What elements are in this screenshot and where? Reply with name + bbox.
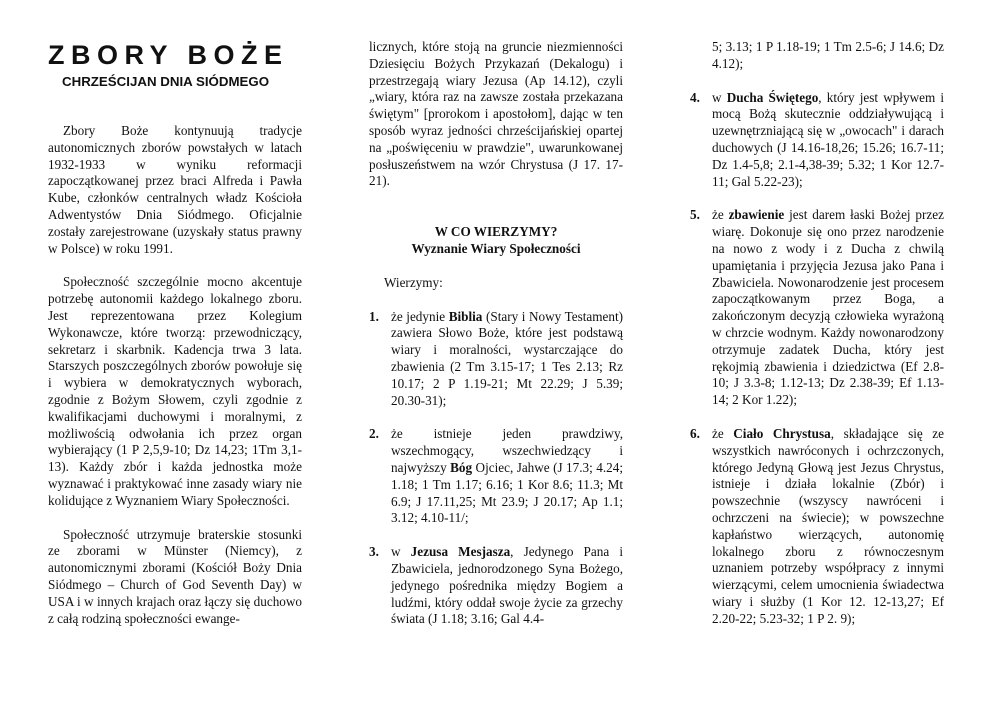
column-2 [369, 39, 623, 628]
belief-item-3 [369, 544, 623, 628]
item-number: 1. [369, 308, 379, 324]
item-keyword: Biblia [448, 308, 483, 324]
belief-item-1 [369, 309, 623, 410]
autonomy-paragraph: Społeczność szczególnie mocno akcentuje potrzebę autonomii każdego lokalnego zboru. Jest reprezentowana przez Kolegium Wykonawcze, które tworzą: przewodniczący, sekretarz i skarbnik. Kadencja trwa 3 lata. Starszych poszczególnych zborów powołuje się i wybiera w demokratycznych wyborach, zgodnie z Bożym Słowem, czyli zgodnie z kwalifikacjami duchowymi i moralnymi, z możliwością odwołania ich przez organ wybierający (1 P 2,5,9-10; Dz 14,23; 1Tm 3,1-13). Każdy zbór i każda jednostka może wyznawać i praktykować inne zasady wiary nie kolidujące z Wyznaniem Wiary Społeczności. [48, 274, 302, 508]
item-keyword: zbawienie [728, 207, 785, 223]
confession-heading [369, 224, 623, 258]
item-keyword: Jezusa Mesjasza [410, 544, 511, 560]
column-1 [48, 123, 302, 627]
item-number: 5. [690, 207, 700, 223]
item-keyword: Bóg [450, 459, 473, 475]
item-keyword: Ciało Chrystusa [733, 425, 831, 441]
belief-item-4 [690, 90, 944, 191]
section-subheading: Wyznanie Wiary Społeczności [411, 240, 581, 256]
column-3 [690, 39, 944, 628]
item-number: 3. [369, 544, 379, 560]
item-text: w Ducha Świętego, który jest wpływem i mocą Bożą skutecznie oddziaływującą i uzewnętrzniającą się w „owocach" i darach duchowych (J 14.16-18,26; 15.26; 16.7-11; Dz 1.4-5,8; 2.1-4,38-39; 5.32; 1 Kor 12.7-11; Gal 5.22-23); [712, 89, 945, 189]
document-subtitle: CHRZEŚCIJAN DNIA SIÓDMEGO [62, 74, 270, 89]
belief-item-5 [690, 207, 944, 409]
item-text: że istnieje jeden prawdziwy, wszechmogący, wszechwiedzący i najwyższy Bóg Ojciec, Jahwe (J 17.3; 4.24; 1.18; 1 Tm 1.17; 6.16; 1 Kor 8.6; 11.3; Mt 6.9; J 17.11,25; Mt 23.9; J 20.17; Ap 1.1; 3.12; 4.10-11/; [391, 426, 623, 526]
item-number: 6. [690, 425, 700, 441]
item-number: 2. [369, 426, 379, 442]
item-text: że Ciało Chrystusa, składające się ze wszystkich nawróconych i ochrzczonych, którego Jedyną Głową jest Jezus Chrystus, istnieje i działa lokalnie (Zbór) i powszechnie (wszyscy nawróceni i ochrzczeni na świecie); w powszechne kapłaństwo wierzących, autonomię lokalnego zboru z równoczesnym uznaniem potrzeby współpracy z innymi wierzącymi, celem umocnienia świadectwa wiary i służby (1 Kor 12. 12-13,27; Ef 2.20-22; 5.23-32; 1 P 2. 9); [712, 425, 944, 626]
continuation-paragraph: licznych, które stoją na gruncie niezmienności Dziesięciu Bożych Przykazań (Dekalogu) i przestrzegają wiary Jezusa (Ap 14.12), czyli „wiary, która raz na zawsze została przekazana świętym" [prorokom i apostołom], dając w ten sposób wyraz jedności chrześcijańskiej opartej na „poświęceniu w prawdzie", uwarunkowanej posłuszeństwem na wzór Chrystusa (J 17. 17-21). [369, 39, 623, 189]
belief-item-2 [369, 426, 623, 527]
item-text: że jedynie Biblia (Stary i Nowy Testament) zawiera Słowo Boże, które jest podstawą wiary i moralności, wystarczające do zbawienia (2 Tm 3.15-17; 1 Tes 2.13; Rz 10.17; 2 P 1.19-21; Mt 22.29; J 5.39; 20.30-31); [391, 308, 623, 408]
continuation-paragraph: 5; 3.13; 1 P 1.18-19; 1 Tm 2.5-6; J 14.6; Dz 4.12); [712, 39, 944, 71]
item-number: 4. [690, 89, 700, 105]
belief-item-6 [690, 426, 944, 628]
item-keyword: Ducha Świętego [726, 89, 819, 105]
belief-intro: Wierzymy: [384, 274, 443, 290]
section-heading: W CO WIERZYMY? [434, 224, 558, 240]
document-title: ZBORY BOŻE [48, 40, 289, 70]
intro-paragraph: Zbory Boże kontynuują tradycje autonomicznych zborów powstałych w latach 1932-1933 w wyniku reformacji zapoczątkowanej przez braci Alfreda i Pawła Kube, członków centralnych władz Kościoła Adwentystów Dnia Siódmego. Oficjalnie zostały zarejestrowane (uzyskały status prawny w Polsce) w roku 1991. [48, 123, 302, 256]
relations-paragraph: Społeczność utrzymuje braterskie stosunki ze zborami w Münster (Niemcy), z autonomicznymi zborami (Kościół Boży Dnia Siódmego – Church of God Seventh Day) w USA i w innych krajach oraz łączy się duchowo z całą rodziną społeczności ewange- [48, 526, 302, 626]
item-text: że zbawienie jest darem łaski Bożej przez wiarę. Dokonuje się ono przez narodzenie na nowo z wody i z Ducha z chwilą upamiętania i przyjęcia Jezusa jako Pana i Zbawiciela. Nowonarodzenie jest procesem zapoczątkowanym przez Boga, a zakończonym decyzją człowieka wyrażoną w chrzcie wodnym. Każdy nowonarodzony otrzymuje zadatek Ducha, który jest rękojmią zbawienia i dziedzictwa (Ef 2.8-10; J 3.3-8; 1.12-13; Dz 2.38-39; Ef 1.13-14; 2 Kor 1.22); [712, 207, 944, 408]
item-text: w Jezusa Mesjasza, Jedynego Pana i Zbawiciela, jednorodzonego Syna Bożego, jedynego pośrednika między Bogiem a ludźmi, który oddał swoje życie za grzechy świata (J 1.18; 3.16; Gal 4.4- [391, 544, 623, 627]
